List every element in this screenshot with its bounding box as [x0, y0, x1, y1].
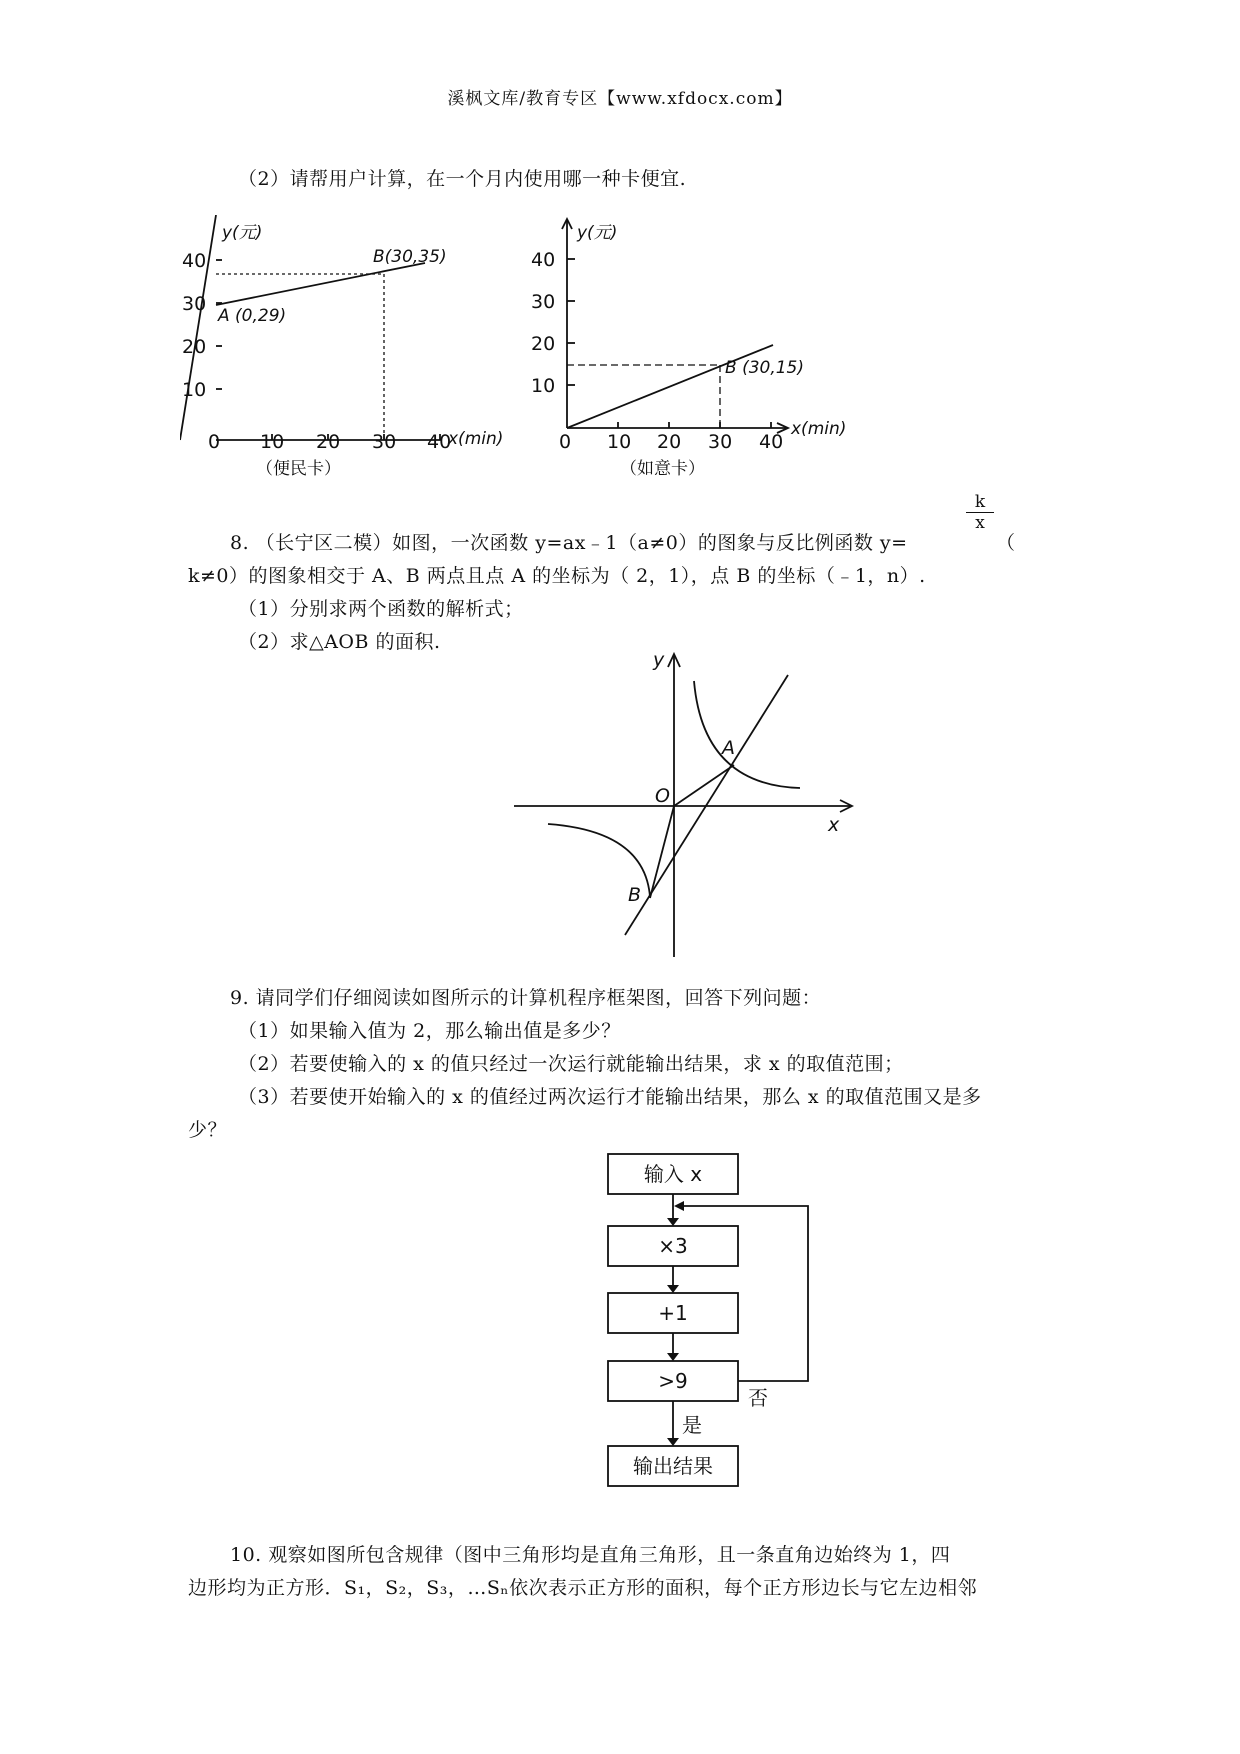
y-tick-20: 20: [182, 336, 207, 358]
times3-label: ×3: [658, 1234, 688, 1258]
gt9-label: >9: [658, 1369, 688, 1393]
y-axis-label: y(元): [222, 223, 263, 243]
q8-part1: （1）分别求两个函数的解析式；: [238, 598, 524, 620]
y-tick-10: 10: [182, 379, 207, 401]
x-axis-label: x: [828, 814, 840, 836]
y-axis-label: y: [653, 649, 665, 671]
y-tick-30: 30: [531, 291, 556, 313]
y-tick-30: 30: [182, 293, 207, 315]
graph-bianmin-card: [180, 215, 520, 480]
q8-part2: （2）求△AOB 的面积.: [238, 631, 441, 653]
program-flowchart: [600, 1148, 840, 1498]
fraction-denominator: x: [975, 513, 985, 533]
x-axis-label: x(min): [448, 429, 504, 449]
x-tick-40: 40: [427, 431, 452, 453]
graph-ruyi-card: [525, 215, 875, 480]
fraction-numerator: k: [966, 492, 994, 513]
x-tick-20: 20: [657, 431, 682, 453]
q9-part2: （2）若要使输入的 x 的值只经过一次运行就能输出结果，求 x 的取值范围；: [238, 1053, 904, 1075]
x-axis-label: x(min): [791, 419, 847, 439]
no-label: 否: [748, 1386, 768, 1410]
x-tick-30: 30: [708, 431, 733, 453]
y-tick-40: 40: [531, 249, 556, 271]
graph-caption: （如意卡）: [620, 459, 705, 479]
q8-line1-prefix: 8. （长宁区二模）如图，一次函数 y=ax﹣1（a≠0）的图象与反比例函数 y=: [230, 532, 908, 554]
point-a-label: A (0,29): [218, 306, 287, 326]
q7-part2: （2）请帮用户计算，在一个月内使用哪一种卡便宜.: [238, 168, 687, 190]
output-label: 输出结果: [633, 1454, 713, 1478]
q8-line1: [230, 528, 908, 555]
x-tick-10: 10: [260, 431, 285, 453]
x-tick-20: 20: [316, 431, 341, 453]
y-axis-label: y(元): [577, 223, 618, 243]
point-a-label: A: [722, 737, 735, 759]
q8-line2: k≠0）的图象相交于 A、B 两点且点 A 的坐标为（ 2，1），点 B 的坐标（﹣1，n）.: [188, 565, 926, 587]
y-tick-40: 40: [182, 250, 207, 272]
q9-part3-cont: 少？: [188, 1119, 228, 1141]
x-tick-30: 30: [372, 431, 397, 453]
plus1-label: +1: [658, 1301, 688, 1325]
q9-line1: 9. 请同学们仔细阅读如图所示的计算机程序框架图，回答下列问题：: [230, 987, 822, 1009]
page-header: 溪枫文库/教育专区【www.xfdocx.com】: [447, 89, 793, 109]
input-label: 输入 x: [643, 1162, 703, 1186]
point-b-label: B (30,15): [725, 358, 804, 378]
q10-line2: 边形均为正方形．S₁，S₂，S₃，…Sₙ依次表示正方形的面积，每个正方形边长与它左边相邻: [188, 1577, 978, 1599]
yes-label: 是: [682, 1413, 702, 1437]
point-b-label: B(30,35): [373, 247, 447, 267]
hyperbola-line-graph: [510, 645, 860, 965]
q8-line1-suffix: （: [996, 532, 1016, 554]
x-tick-40: 40: [759, 431, 784, 453]
x-tick-10: 10: [607, 431, 632, 453]
graph-caption: （便民卡）: [256, 459, 341, 479]
origin-label: O: [655, 785, 670, 807]
y-tick-20: 20: [531, 333, 556, 355]
q9-part1: （1）如果输入值为 2，那么输出值是多少？: [238, 1020, 621, 1042]
q9-part3: （3）若要使开始输入的 x 的值经过两次运行才能输出结果，那么 x 的取值范围又是多: [238, 1086, 982, 1108]
y-tick-10: 10: [531, 375, 556, 397]
x-tick-0: 0: [559, 431, 572, 453]
q8-fraction: [966, 492, 994, 533]
point-b-label: B: [628, 884, 642, 906]
q10-line1: 10. 观察如图所包含规律（图中三角形均是直角三角形，且一条直角边始终为 1，四: [230, 1544, 951, 1566]
x-tick-0: 0: [208, 431, 221, 453]
